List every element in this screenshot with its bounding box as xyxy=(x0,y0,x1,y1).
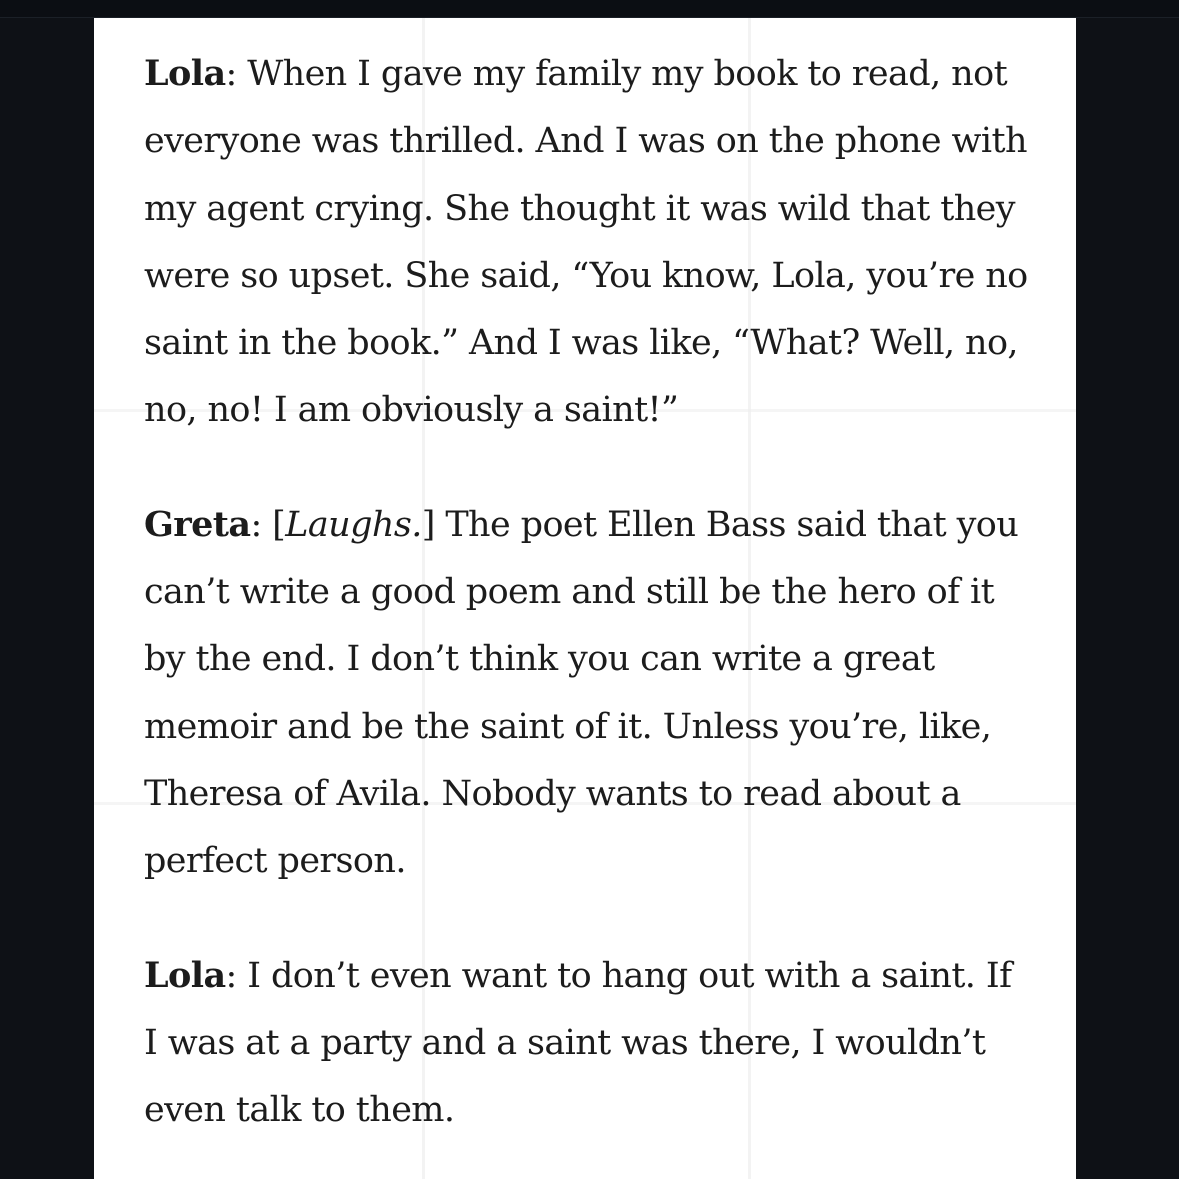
speaker-name: Lola xyxy=(144,53,226,94)
top-bar xyxy=(0,0,1179,18)
dialogue-paragraph: Greta: [Laughs.] The poet Ellen Bass said that you can’t write a good poem and still be the hero of it by the end. I don’t think you can write a great memoir and be the saint of it. Unless you’re, like, Theresa of Avila. Nobody wants to read about a perfect person. xyxy=(144,503,1019,882)
speaker-name: Lola xyxy=(144,954,226,996)
stage-direction: Laughs. xyxy=(285,504,422,545)
speaker-name: Greta xyxy=(144,503,251,545)
dialogue-text: The poet Ellen Bass said that you can’t write a good poem and still be the hero of it by the end. I don’t think you can write a great memoir and be the saint of it. Unless you’re, like, Theresa of Avila. Nobody wants to read about a perfect person. xyxy=(144,504,1019,882)
dialogue-paragraph: Lola: I don’t even want to hang out with a saint. If I was at a party and a saint was there, I wouldn’t even talk to them. xyxy=(144,954,1012,1131)
dialogue-text: When I gave my family my book to read, not everyone was thrilled. And I was on the phone with my agent crying. She thought it was wild that they were so upset. She said, “You know, Lola, you’re no saint in the book.” And I was like, “What? Well, no, no, no! I am obviously a saint!” xyxy=(144,54,1028,431)
dialogue-text: I don’t even want to hang out with a saint. If I was at a party and a saint was there, I wouldn’t even talk to them. xyxy=(144,955,1012,1131)
article-page xyxy=(94,18,1076,1179)
dialogue-paragraph: Lola: When I gave my family my book to read, not everyone was thrilled. And I was on the phone with my agent crying. She thought it was wild that they were so upset. She said, “You know, Lola, you’re no saint in the book.” And I was like, “What? Well, no, no, no! I am obviously a saint!” xyxy=(144,53,1028,431)
interview-transcript xyxy=(144,40,1034,1179)
